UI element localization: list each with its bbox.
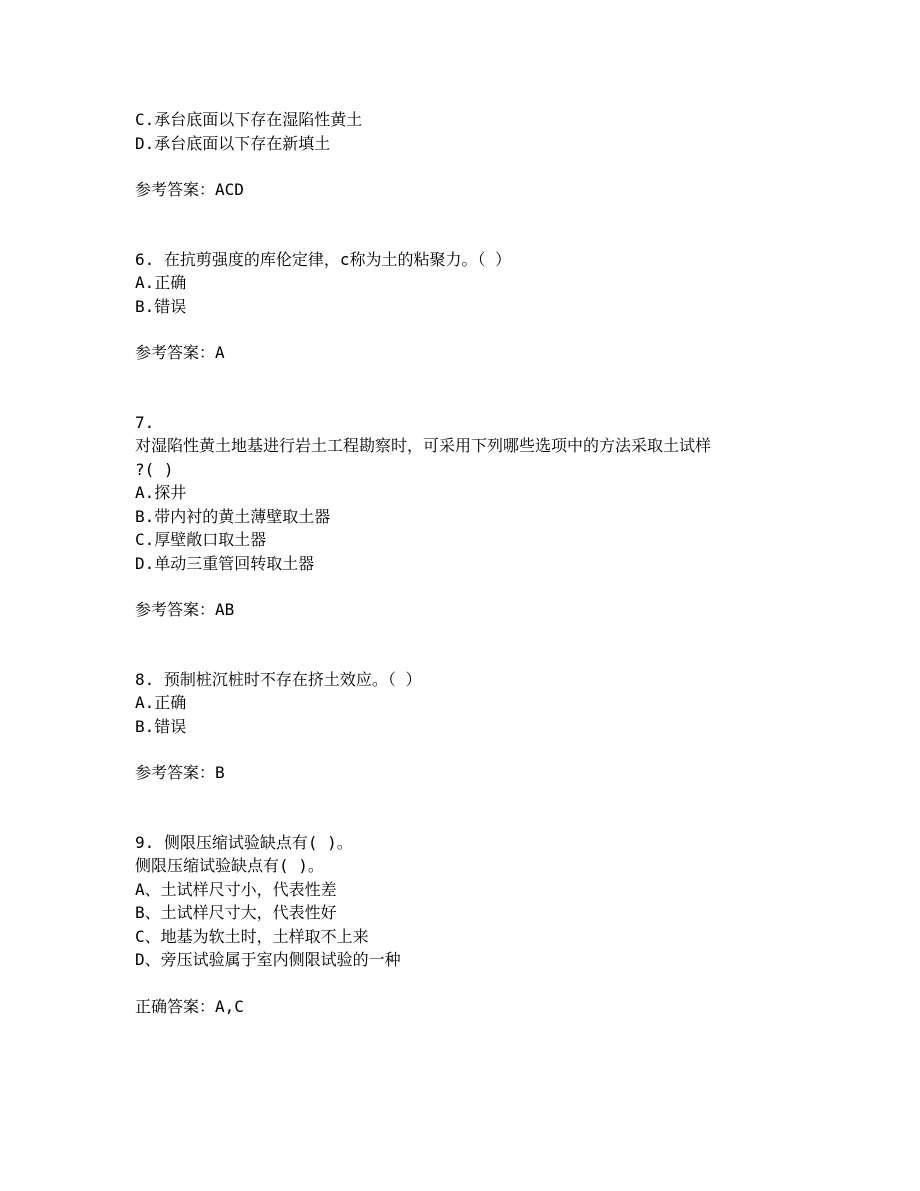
q5-option-c: C.承台底面以下存在湿陷性黄土 (135, 110, 363, 129)
q9-option-c: C、地基为软土时，土样取不上来 (135, 926, 369, 946)
q8-answer: 参考答案：B (135, 763, 225, 782)
q7-option-d: D.单动三重管回转取土器 (135, 553, 315, 573)
q6-option-b: B.错误 (135, 296, 187, 316)
question-5-tail (135, 108, 855, 202)
q7-option-b: B.带内衬的黄土薄壁取土器 (135, 506, 331, 526)
q6-stem: 6. 在抗剪强度的库伦定律，c称为土的粘聚力。（ ） (135, 249, 512, 269)
q7-option-c: C.厚壁敞口取土器 (135, 530, 267, 549)
q8-option-b: B.错误 (135, 716, 187, 736)
q5-option-d: D.承台底面以下存在新填土 (135, 133, 331, 153)
question-8 (135, 668, 855, 785)
q7-answer: 参考答案：AB (135, 600, 235, 619)
q7-stem-line2: ?( ) (135, 459, 174, 479)
q7-stem-line1: 对湿陷性黄土地基进行岩土工程勘察时，可采用下列哪些选项中的方法采取土试样 (135, 436, 712, 455)
q9-option-d: D、旁压试验属于室内侧限试验的一种 (135, 950, 401, 969)
q9-answer: 正确答案：A,C (135, 996, 244, 1016)
q8-stem: 8. 预制桩沉桩时不存在挤土效应。（ ） (135, 669, 422, 689)
q6-answer: 参考答案：A (135, 343, 225, 362)
q7-number: 7. (135, 412, 155, 432)
question-9 (135, 831, 855, 1019)
q6-option-a: A.正确 (135, 273, 187, 292)
exam-page (135, 108, 855, 1018)
q9-stem-repeat: 侧限压缩试验缺点有( )。 (135, 856, 324, 875)
question-7 (135, 411, 855, 622)
q7-option-a: A.探井 (135, 483, 187, 502)
question-6 (135, 248, 855, 365)
q9-stem: 9. 侧限压缩试验缺点有( )。 (135, 832, 353, 852)
q9-option-a: A、土试样尺寸小，代表性差 (135, 879, 337, 899)
q5-answer: 参考答案：ACD (135, 180, 244, 199)
q8-option-a: A.正确 (135, 693, 187, 712)
q9-option-b: B、土试样尺寸大，代表性好 (135, 903, 337, 922)
